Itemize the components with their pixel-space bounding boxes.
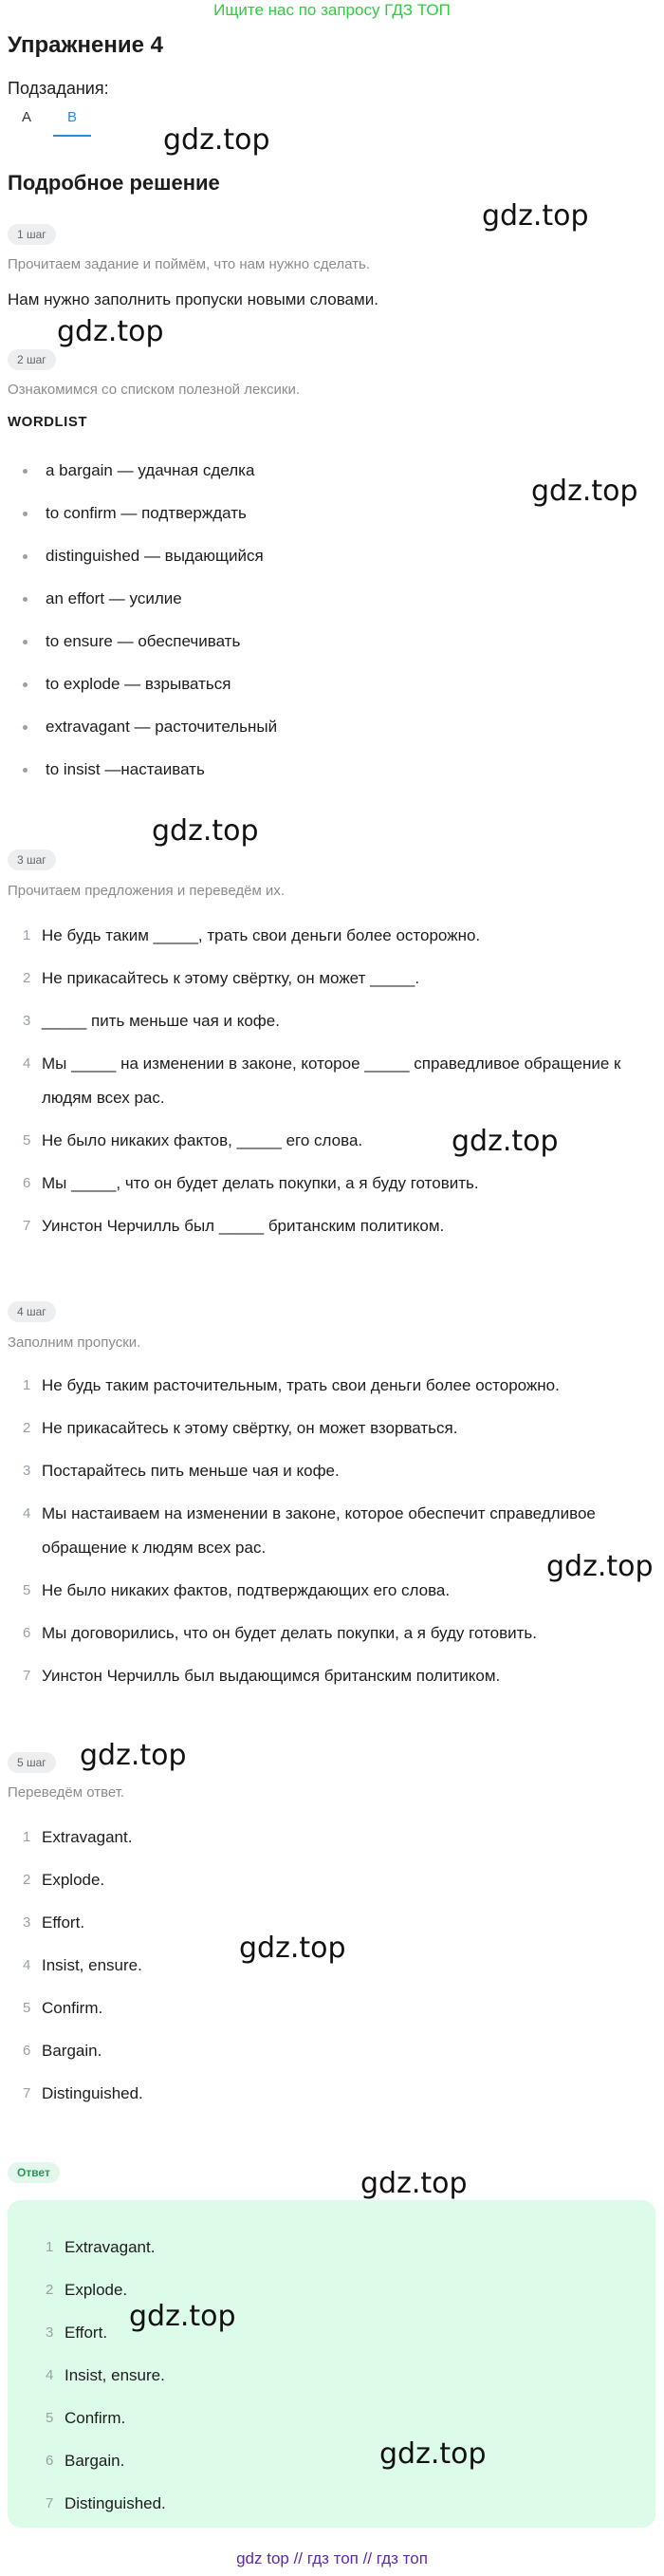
top-banner: Ищите нас по запросу ГДЗ ТОП [213, 1, 451, 19]
step-2-note: Ознакомимся со списком полезной лексики. [8, 382, 301, 398]
list-item: an effort — усилие [0, 588, 664, 631]
list-item: 7 Distinguished. [23, 2084, 143, 2102]
bullet-icon [23, 640, 28, 644]
watermark: gdz.top [239, 1932, 346, 1965]
list-item: 4 Мы настаиваем на изменении в законе, которое обеспечит справедливое обращение к людям всех рас. [23, 1504, 596, 1557]
list-item: 2 Explode. [46, 2281, 128, 2299]
filled-list [0, 1369, 664, 1693]
bullet-icon [23, 597, 28, 602]
watermark: gdz.top [546, 1550, 654, 1583]
list-item: to explode — взрываться [0, 674, 664, 717]
step-3-note: Прочитаем предложения и переведём их. [8, 883, 285, 899]
answer-list [23, 2231, 649, 2521]
sentences-list [0, 919, 664, 1243]
watermark: gdz.top [57, 315, 164, 348]
watermark: gdz.top [80, 1739, 187, 1772]
watermark: gdz.top [360, 2167, 468, 2200]
step-1-badge: 1 шаг [8, 224, 56, 245]
list-item: 6 Bargain. [23, 2042, 102, 2060]
bullet-icon [23, 512, 28, 516]
list-item: to insist —настаивать [0, 759, 664, 802]
watermark: gdz.top [482, 199, 589, 233]
list-item: 5 Confirm. [46, 2409, 126, 2427]
tab-a[interactable]: A [21, 109, 31, 125]
list-item: 7 Distinguished. [46, 2494, 166, 2512]
watermark: gdz.top [452, 1125, 559, 1158]
list-item: 1 Extravagant. [23, 1828, 133, 1846]
watermark: gdz.top [152, 814, 259, 848]
tab-b[interactable]: B [66, 109, 77, 125]
list-item: 4 Мы _____ на изменении в законе, которое _____ справедливое обращение к людям всех рас. [23, 1055, 621, 1107]
list-item: extravagant — расточительный [0, 717, 664, 759]
list-item: 7 Уинстон Черчилль был _____ британским политиком. [23, 1217, 445, 1235]
step-4-note: Заполним пропуски. [8, 1335, 141, 1351]
step-5-note: Переведём ответ. [8, 1784, 125, 1801]
list-item: 2 Не прикасайтесь к этому свёртку, он может взорваться. [23, 1419, 458, 1437]
watermark: gdz.top [163, 123, 270, 157]
watermark: gdz.top [379, 2437, 487, 2471]
list-item: 1 Не будь таким _____, трать свои деньги более осторожно. [23, 926, 481, 944]
list-item: 5 Confirm. [23, 1999, 103, 2017]
list-item: 5 Не было никаких фактов, _____ его слова. [23, 1131, 363, 1149]
list-item: 5 Не было никаких фактов, подтверждающих его слова. [23, 1581, 451, 1599]
list-item: 6 Мы договорились, что он будет делать покупки, а я буду готовить. [23, 1624, 537, 1642]
bullet-icon [23, 554, 28, 559]
list-item: 6 Мы _____, что он будет делать покупки, а я буду готовить. [23, 1174, 479, 1192]
list-item: distinguished — выдающийся [0, 546, 664, 588]
list-item: 4 Insist, ensure. [46, 2366, 165, 2384]
list-item: 3 Effort. [46, 2324, 108, 2342]
step-5-badge: 5 шаг [8, 1752, 56, 1773]
list-item: 6 Bargain. [46, 2452, 125, 2470]
list-item: 3 _____ пить меньше чая и кофе. [23, 1012, 280, 1030]
solution-title: Подробное решение [8, 171, 220, 195]
bullet-icon [23, 725, 28, 730]
bullet-icon [23, 768, 28, 773]
bullet-icon [23, 469, 28, 474]
footer-links[interactable]: gdz top // гдз топ // гдз топ [236, 2549, 428, 2567]
list-item: 1 Не будь таким расточительным, трать свои деньги более осторожно. [23, 1376, 560, 1394]
list-item: 3 Effort. [23, 1913, 85, 1932]
step-1-text: Нам нужно заполнить пропуски новыми словами. [8, 290, 378, 308]
list-item: 1 Extravagant. [46, 2238, 156, 2256]
list-item: 2 Не прикасайтесь к этому свёртку, он может _____. [23, 969, 420, 987]
wordlist-heading: WORDLIST [8, 414, 87, 430]
step-4-badge: 4 шаг [8, 1301, 56, 1322]
list-item: 2 Explode. [23, 1871, 105, 1889]
bullet-icon [23, 682, 28, 687]
watermark: gdz.top [129, 2300, 236, 2333]
list-item: 3 Постарайтесь пить меньше чая и кофе. [23, 1462, 340, 1480]
watermark: gdz.top [531, 475, 638, 508]
step-3-badge: 3 шаг [8, 849, 56, 870]
active-tab-indicator [53, 135, 91, 137]
wordlist [0, 460, 664, 802]
exercise-title: Упражнение 4 [8, 32, 163, 58]
list-item: to confirm — подтверждать [0, 503, 664, 546]
subtasks-label: Подзадания: [8, 79, 109, 98]
step-1-note: Прочитаем задание и поймём, что нам нужно сделать. [8, 256, 371, 272]
list-item: 4 Insist, ensure. [23, 1956, 142, 1974]
list-item: 7 Уинстон Черчилль был выдающимся британским политиком. [23, 1667, 501, 1685]
list-item: a bargain — удачная сделка [0, 460, 664, 503]
step-2-badge: 2 шаг [8, 349, 56, 370]
list-item: to ensure — обеспечивать [0, 631, 664, 674]
translation-list [0, 1820, 664, 2111]
answer-badge: Ответ [8, 2162, 60, 2183]
